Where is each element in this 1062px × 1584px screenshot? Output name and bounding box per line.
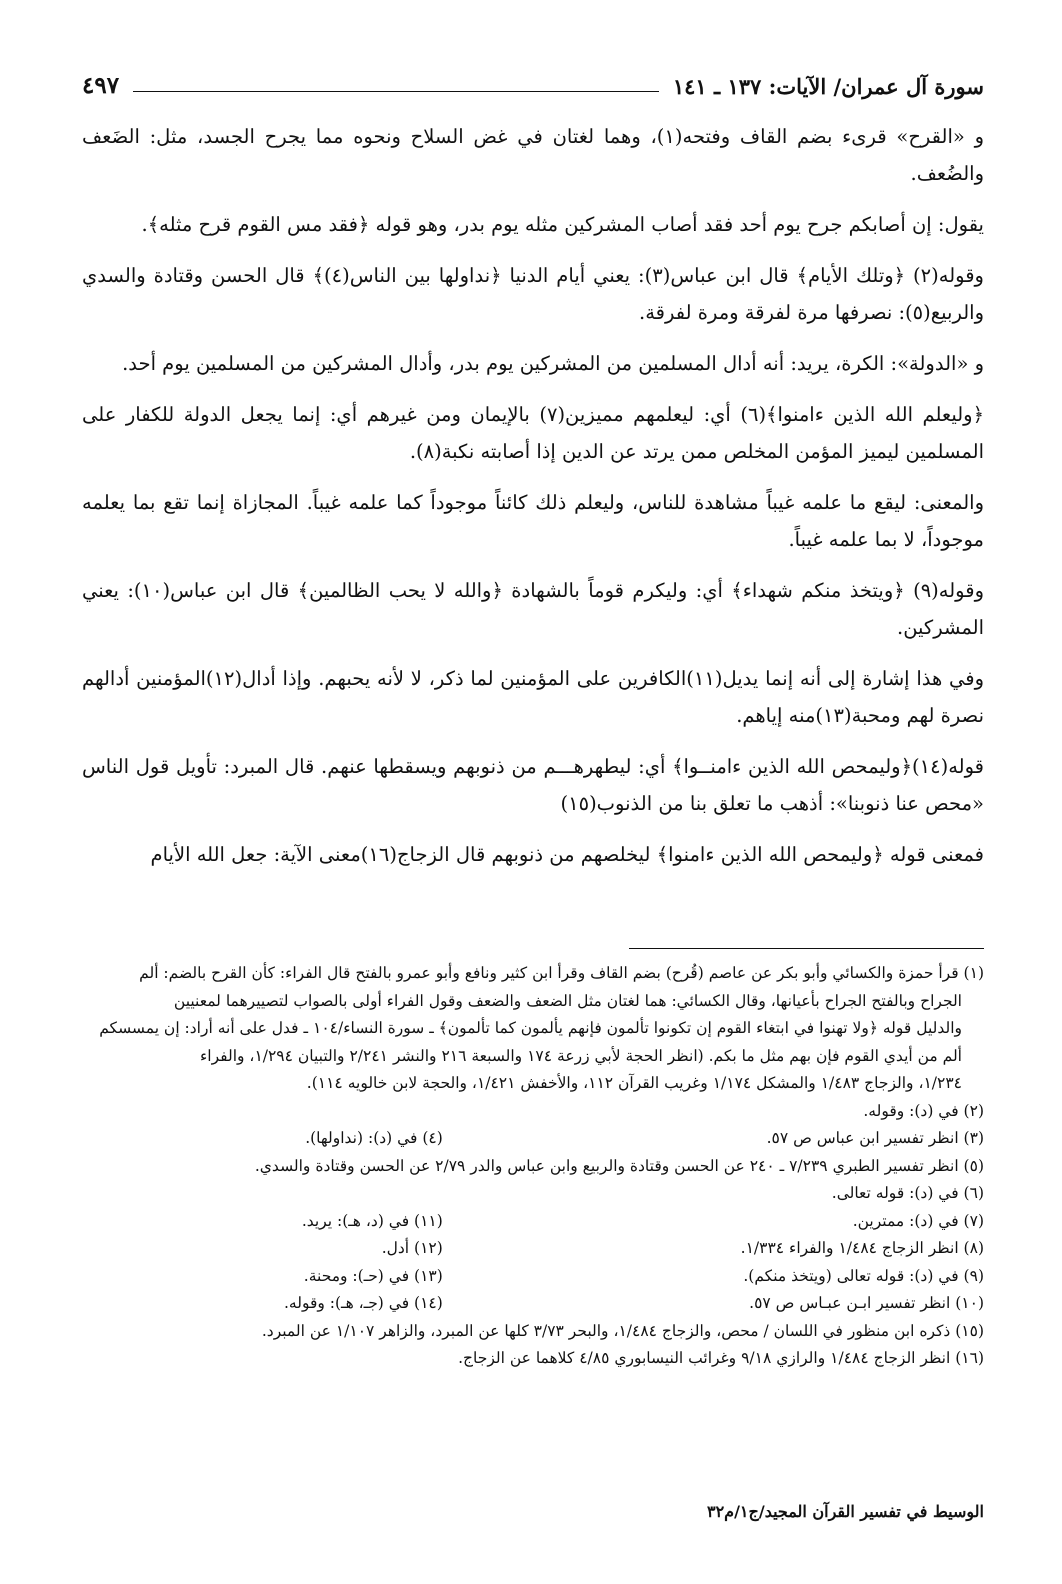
paragraph: يقول: إن أصابكم جرح يوم أحد فقد أصاب المشركين مثله يوم بدر، وهو قوله ﴿فقد مس القوم قرح مثله﴾. (141, 213, 984, 236)
footnote-row (82, 1263, 984, 1291)
footnote: (٦) في (د): قوله تعالى. (831, 1184, 984, 1202)
footnote: (٨) انظر الزجاج ١/٤٨٤ والفراء ١/٣٣٤. (740, 1239, 984, 1257)
footnote-separator (629, 948, 984, 949)
surah-title: سورة آل عمران/ الآيات: ١٣٧ ـ ١٤١ (672, 74, 984, 99)
footnote: (٧) في (د): ممترين. (852, 1211, 984, 1230)
footnote-line: ألم من أيدي القوم فإن بهم مثل ما بكم. (انظر الحجة لأبي زرعة ١٧٤ والسبعة ٢١٦ والنشر ٢/٢٤١ والتبيان ١/٢٩٤، والفراء (200, 1046, 962, 1065)
footnote: (٤) في (د): (نداولها). (305, 1129, 443, 1147)
paragraph: وقوله(٩) ﴿ويتخذ منكم شهداء﴾ أي: وليكرم قوماً بالشهادة ﴿والله لا يحب الظالمين﴾ قال ابن عباس(١٠): يعني المشركين. (82, 579, 984, 639)
book-signature: الوسيط في تفسير القرآن المجيد/ج١/م٣٢ (706, 1502, 984, 1521)
footnote-row (82, 1125, 984, 1153)
page-number: ٤٩٧ (82, 72, 120, 99)
footnote: (٥) انظر تفسير الطبري ٧/٢٣٩ ـ ٢٤٠ عن الحسن وقتادة والربيع وابن عباس والدر ٢/٧٩ عن الحسن وقتادة والسدي. (254, 1156, 984, 1175)
paragraph: قوله(١٤)﴿وليمحص الله الذين ءامنــوا﴾ أي: ليطهرهـــم من ذنوبهم ويسقطها عنهم. قال المبرد: تأويل قول الناس «محص عنا ذنوبنا»: أذهب ما تعلق بنا من الذنوب(١٥) (82, 755, 984, 815)
footnote-line: ١/٢٣٤، والزجاج ١/٤٨٣ والمشكل ١/١٧٤ وغريب القرآن ١١٢، والأخفش ١/٤٢١، والحجة لابن خالويه ١١٤). (306, 1074, 962, 1092)
paragraph: فمعنى قوله ﴿وليمحص الله الذين ءامنوا﴾ ليخلصهم من ذنوبهم قال الزجاج(١٦)معنى الآية: جعل الله الأيام (150, 843, 984, 866)
footnotes (82, 960, 984, 1373)
header-rule (133, 91, 659, 92)
paragraph: وفي هذا إشارة إلى أنه إنما يديل(١١)الكافرين على المؤمنين لما ذكر، لا لأنه يحبهم. وإذا أدال(١٢)المؤمنين أدالهم نصرة لهم ومحبة(١٣)منه إياهم. (82, 667, 984, 727)
paragraph: والمعنى: ليقع ما علمه غيباً مشاهدة للناس، وليعلم ذلك كائناً موجوداً كما علمه غيباً. المجازاة إنما تقع بما يعلمه موجوداً، لا بما علمه غيباً. (82, 491, 984, 551)
footnote: (١١) في (د، هـ): يريد. (301, 1211, 443, 1230)
footnote: (١٤) في (جـ، هـ): وقوله. (283, 1294, 443, 1312)
paragraph: ﴿وليعلم الله الذين ءامنوا﴾(٦) أي: ليعلمهم مميزين(٧) بالإيمان ومن غيرهم أي: إنما يجعل الدولة للكفار على المسلمين ليميز المؤمن المخلص ممن يرتد عن الدين إذا أصابته نكبة(٨). (82, 403, 985, 463)
paragraph: وقوله(٢) ﴿وتلك الأيام﴾ قال ابن عباس(٣): يعني أيام الدنيا ﴿نداولها بين الناس(٤)﴾ قال الحسن وقتادة والسدي والربيع(٥): نصرفها مرة لفرقة ومرة لفرقة. (82, 264, 984, 324)
footnote: (١٥) ذكره ابن منظور في اللسان / محص، والزجاج ١/٤٨٤، والبحر ٣/٧٣ كلها عن المبرد، والزاهر ١/١٠٧ عن المبرد. (261, 1321, 984, 1340)
footnote: (١٣) في (حـ): ومحنة. (303, 1266, 443, 1285)
footnote: (١٦) انظر الزجاج ١/٤٨٤ والرازي ٩/١٨ وغرائب النيسابوري ٤/٨٥ كلاهما عن الزجاج. (458, 1349, 984, 1367)
footnote: (٣) انظر تفسير ابن عباس ص ٥٧. (766, 1129, 984, 1147)
footnote-row (82, 1235, 984, 1263)
footnote-line: (١) قرأ حمزة والكسائي وأبو بكر عن عاصم (قُرح) بضم القاف وقرأ ابن كثير ونافع وأبو عمرو بالفتح قال الفراء: كأن القرح بالضم: ألم (139, 964, 984, 982)
footnote-row (82, 1208, 984, 1236)
footnote: (٢) في (د): وقوله. (863, 1101, 984, 1120)
footnote-line: الجراح وبالفتح الجراح بأعيانها، وقال الكسائي: هما لغتان مثل الضعف والضعف وقول الفراء أولى بالصواب لتصييرهما لمعنيين (173, 991, 962, 1010)
footnote: (٩) في (د): قوله تعالى (ويتخذ منكم). (743, 1266, 984, 1285)
footnote-line: والدليل قوله ﴿ولا تهنوا في ابتغاء القوم إن تكونوا تألمون فإنهم يألمون كما تألمون﴾ ـ سورة النساء/١٠٤ ـ فدل على أنه أراد: إن يمسسكم (99, 1019, 962, 1037)
paragraph: و «الدولة»: الكرة، يريد: أنه أدال المسلمين من المشركين يوم بدر، وأدال المشركين من المسلمين يوم أحد. (122, 352, 984, 375)
footnote: (١٠) انظر تفسير ابـن عبـاس ص ٥٧. (749, 1294, 984, 1312)
running-header (82, 72, 984, 99)
footnote-row (82, 1290, 984, 1318)
paragraph: و «القرح» قرىء بضم القاف وفتحه(١)، وهما لغتان في غض السلاح ونحوه مما يجرح الجسد، مثل: الضَعف والضُعف. (82, 125, 984, 185)
main-text (82, 118, 984, 887)
footnote: (١٢) أدل. (381, 1239, 443, 1257)
